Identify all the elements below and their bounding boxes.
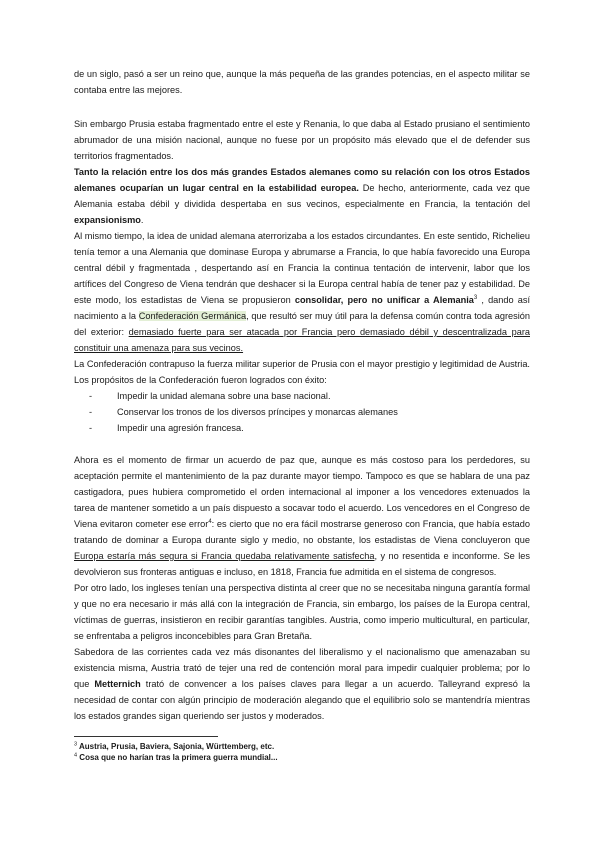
footnote-4: $^4$ Cosa que no harían tras la primera guerra mundial... xyxy=(74,752,278,762)
footnote-divider xyxy=(74,736,218,737)
paragraph-german-unity: Al mismo tiempo, la idea de unidad alemana aterrorizaba a los estados circundantes. En este sentido, Richelieu tenía temor a una Alemania que dominase Europa y abrumarse a Francia, lo que había favorecido una Europa central débil y fragmentada , despertando así en Francia la continua tentación de intervenir, labor que los artífices del Congreso de Viena tendrán que deshacer si la Europa central había de tener paz y estabilidad. De este modo, los estadistas de Viena se propusieron consolidar, pero no unificar a Alemania$^3$ , dando así nacimiento a la Confederación Germánica, que resultó ser muy útil para la defensa común contra toda agresión del exterior: demasiado fuerte para ser atacada por Francia pero demasiado débil y descentralizada para constituir una amenaza para sus vecinos. xyxy=(74,231,531,353)
footnote-ref-4[interactable]: 4 xyxy=(208,518,212,525)
highlighted-term: Confederación Germánica xyxy=(138,311,247,321)
paragraph-austria-metternich: Sabedora de las corrientes cada vez más disonantes del liberalismo y el nacionalismo que amenazaban su existencia misma, Austria trató de tejer una red de contención moral para impedir cualquier problema; por lo que Metternich trató de convencer a los países claves para llegar a un acuerdo. Talleyrand expresó la necesidad de contar con algún principio de moderación alegando que el equilibrio solo se mantendría mientras los estados grandes sigan queriendo ser justos y moderados. xyxy=(74,647,530,721)
underlined-text: Europa estaría más segura si Francia quedaba relativamente satisfecha xyxy=(74,551,375,561)
paragraph-confederation: La Confederación contrapuso la fuerza militar superior de Prusia con el mayor prestigio y legitimidad de Austria. Los propósitos de la Confederación fueron logrados con éxito: xyxy=(74,359,530,385)
paragraph-english-perspective: Por otro lado, los ingleses tenían una perspectiva distinta al creer que no se necesitaba ninguna garantía formal y que no era necesario ir más allá con la integración de Francia, sin embargo, los países de la Europa central, víctimas de guerras, insistieron en recibir garantías tangibles. Austria, como imperio multicultural, en particular, se enfrentaba a peligros inconcebibles para Gran Bretaña. xyxy=(74,583,530,641)
list-item: - Impedir una agresión francesa. xyxy=(89,423,244,433)
paragraph-peace-agreement: Ahora es el momento de firmar un acuerdo de paz que, aunque es más costoso para los perdedores, su aceptación permite el mantenimiento de la paz durante mayor tiempo. Tampoco es que se hablara de una paz castigadora, pues hubiera comprometido el orden internacional al imponer a los vencedores extenuados la tarea de mantener sometido a un país dispuesto a socavar todo el acuerdo. Los vencedores en el Congreso de Viena evitaron cometer ese error$^4$: es cierto que no era fácil mostrarse generoso con Francia, que había estado tratando de dominar a Europa durante siglo y medio, no obstante, los estadistas de Viena concluyeron que Europa estaría más segura si Francia quedaba relativamente satisfecha, y no resentida e inconforme. Se les devolvieron sus fronteras antiguas e incluso, en 1818, Francia fue admitida en el sistema de congresos. xyxy=(74,455,531,577)
list-item: - Impedir la unidad alemana sobre una base nacional. xyxy=(89,391,331,401)
footnote-3: $^3$ Austria, Prusia, Baviera, Sajonia, Württemberg, etc. xyxy=(74,741,275,751)
paragraph-german-states: Tanto la relación entre los dos más grandes Estados alemanes como su relación con los otros Estados alemanes ocuparían un lugar central en la estabilidad europea. De hecho, anteriormente, cada vez que Alemania estaba débil y dividida despertaba en sus vecinos, especialmente en Francia, la tentación del expansionismo. xyxy=(74,167,530,225)
bold-text: Metternich xyxy=(94,679,141,689)
underlined-text: demasiado fuerte para ser atacada por Francia pero demasiado débil y descentralizada para constituir una amenaza para sus vecinos. xyxy=(74,327,530,353)
paragraph-prussia-kingdom: de un siglo, pasó a ser un reino que, aunque la más pequeña de las grandes potencias, en el aspecto militar se contaba entre las mejores. xyxy=(74,69,530,95)
purposes-list xyxy=(74,388,530,436)
footnote-ref-3[interactable]: 3 xyxy=(473,294,478,301)
list-item: - Conservar los tronos de los diversos príncipes y monarcas alemanes xyxy=(89,407,398,417)
bold-text: consolidar, pero no unificar a Alemania xyxy=(294,295,474,305)
bold-text: Tanto la relación entre los dos más grandes Estados alemanes como su relación con los otros Estados alemanes ocuparían un lugar central en la estabilidad europea. xyxy=(74,167,530,193)
bold-text: expansionismo xyxy=(74,215,141,225)
paragraph-prussia-fragmented: Sin embargo Prusia estaba fragmentado entre el este y Renania, lo que daba al Estado prusiano el sentimiento abrumador de una misión nacional, aunque no fuese por un propósito más elevado que el de defender sus territorios fragmentados. xyxy=(74,119,530,161)
